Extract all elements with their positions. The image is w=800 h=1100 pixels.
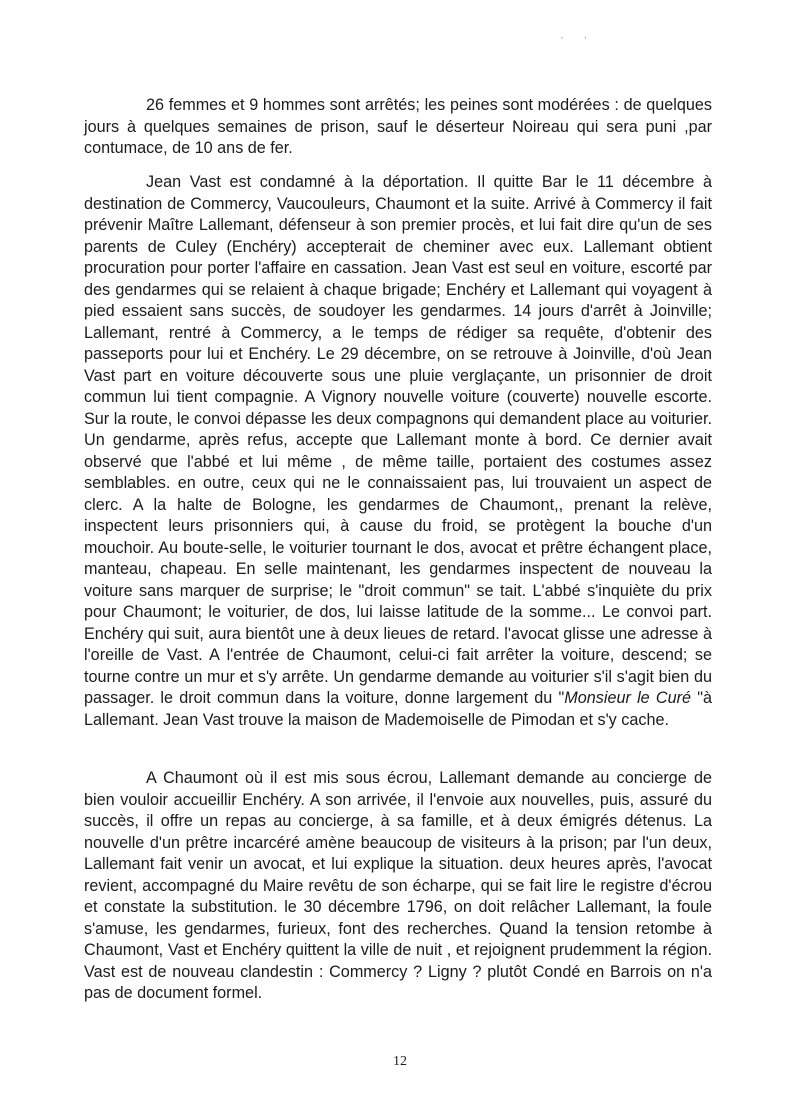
paragraph-3 bbox=[84, 768, 712, 1005]
paragraph-2 bbox=[84, 172, 712, 731]
paragraph-3-text: A Chaumont où il est mis sous écrou, Lallemant demande au concierge de bien vouloir accueillir Enchéry. A son arrivée, il l'envoie aux nouvelles, puis, assuré du succès, il offre un repas au concierge, à sa famille, et à deux émigrés détenus. La nouvelle d'un prêtre incarcéré amène beaucoup de visiteurs à la prison; par l'un deux, Lallemant fait venir un avocat, et lui explique la situation. deux heures après, l'avocat revient, accompagné du Maire revêtu de son écharpe, qui se fait lire le registre d'écrou et constate la substitution. le 30 décembre 1796, on doit relâcher Lallemant, la foule s'amuse, les gendarmes, furieux, font des recherches. Quand la tension retombe à Chaumont, Vast et Enchéry quittent la ville de nuit , et rejoignent prudemment la région. Vast est de nouveau clandestin : Commercy ? Ligny ? plutôt Condé en Barrois on n'a pas de document formel. bbox=[84, 769, 712, 1002]
paragraph-2-text-start: Jean Vast est condamné à la déportation. Il quitte Bar le 11 décembre à destination de Commercy, Vaucouleurs, Chaumont et la suite. Arrivé à Commercy il fait prévenir Maître Lallemant, défenseur à son premier procès, et lui fait dire qu'un de ses parents de Culey (Enchéry) accepterait de cheminer avec eux. Lallemant obtient procuration pour porter l'affaire en cassation. Jean Vast est seul en voiture, escorté par des gendarmes qui se relaient à chaque brigade; Enchéry et Lallemant qui voyagent à pied essaient sans succès, de soudoyer les gendarmes. 14 jours d'arrêt à Joinville; Lallemant, rentré à Commercy, a le temps de rédiger sa requête, d'obtenir des passeports pour lui et Enchéry. Le 29 décembre, on se retrouve à Joinville, d'où Jean Vast part en voiture découverte sous une pluie verglaçante, un prisonnier de droit commun lui tient compagnie. A Vignory nouvelle voiture (couverte) nouvelle escorte. Sur la route, le convoi dépasse les deux compagnons qui demandent place au voiturier. Un gendarme, après refus, accepte que Lallemant monte à bord. Ce dernier avait observé que l'abbé et lui même , de même taille, portaient des costumes assez semblables. en outre, ceux qui ne le connaissaient pas, lui trouvaient un aspect de clerc. A la halte de Bologne, les gendarmes de Chaumont,, prenant la relève, inspectent leurs prisonniers qui, à cause du froid, se protègent la bouche d'un mouchoir. Au boute-selle, le voiturier tournant le dos, avocat et prêtre échangent place, manteau, chapeau. En selle maintenant, les gendarmes inspectent de nouveau la voiture sans marquer de surprise; le "droit commun" se tait. L'abbé s'inquiète du prix pour Chaumont; le voiturier, de dos, lui laisse latitude de la somme... Le convoi part. Enchéry qui suit, aura bientôt une à deux lieues de retard. l'avocat glisse une adresse à l'oreille de Vast. A l'entrée de Chaumont, celui-ci fait arrêter la voiture, descend; se tourne contre un mur et s'y arrête. Un gendarme demande au voiturier s'il s'agit bien du passager. le droit commun dans la voiture, donne largement du " bbox=[84, 173, 712, 707]
page-number: 12 bbox=[393, 1054, 407, 1069]
corner-mark: · · bbox=[560, 30, 596, 44]
paragraph-2-italic-text: Monsieur le Curé bbox=[564, 689, 691, 707]
paragraph-2-text bbox=[84, 172, 712, 731]
paragraph-2-text-end: "à Lallemant. Jean Vast trouve la maison de Mademoiselle de Pimodan et s'y cache. bbox=[84, 689, 712, 729]
paragraph-1 bbox=[84, 95, 712, 160]
paragraph-1-text: 26 femmes et 9 hommes sont arrêtés; les peines sont modérées : de quelques jours à quelques semaines de prison, sauf le déserteur Noireau qui sera puni ,par contumace, de 10 ans de fer. bbox=[84, 96, 712, 157]
